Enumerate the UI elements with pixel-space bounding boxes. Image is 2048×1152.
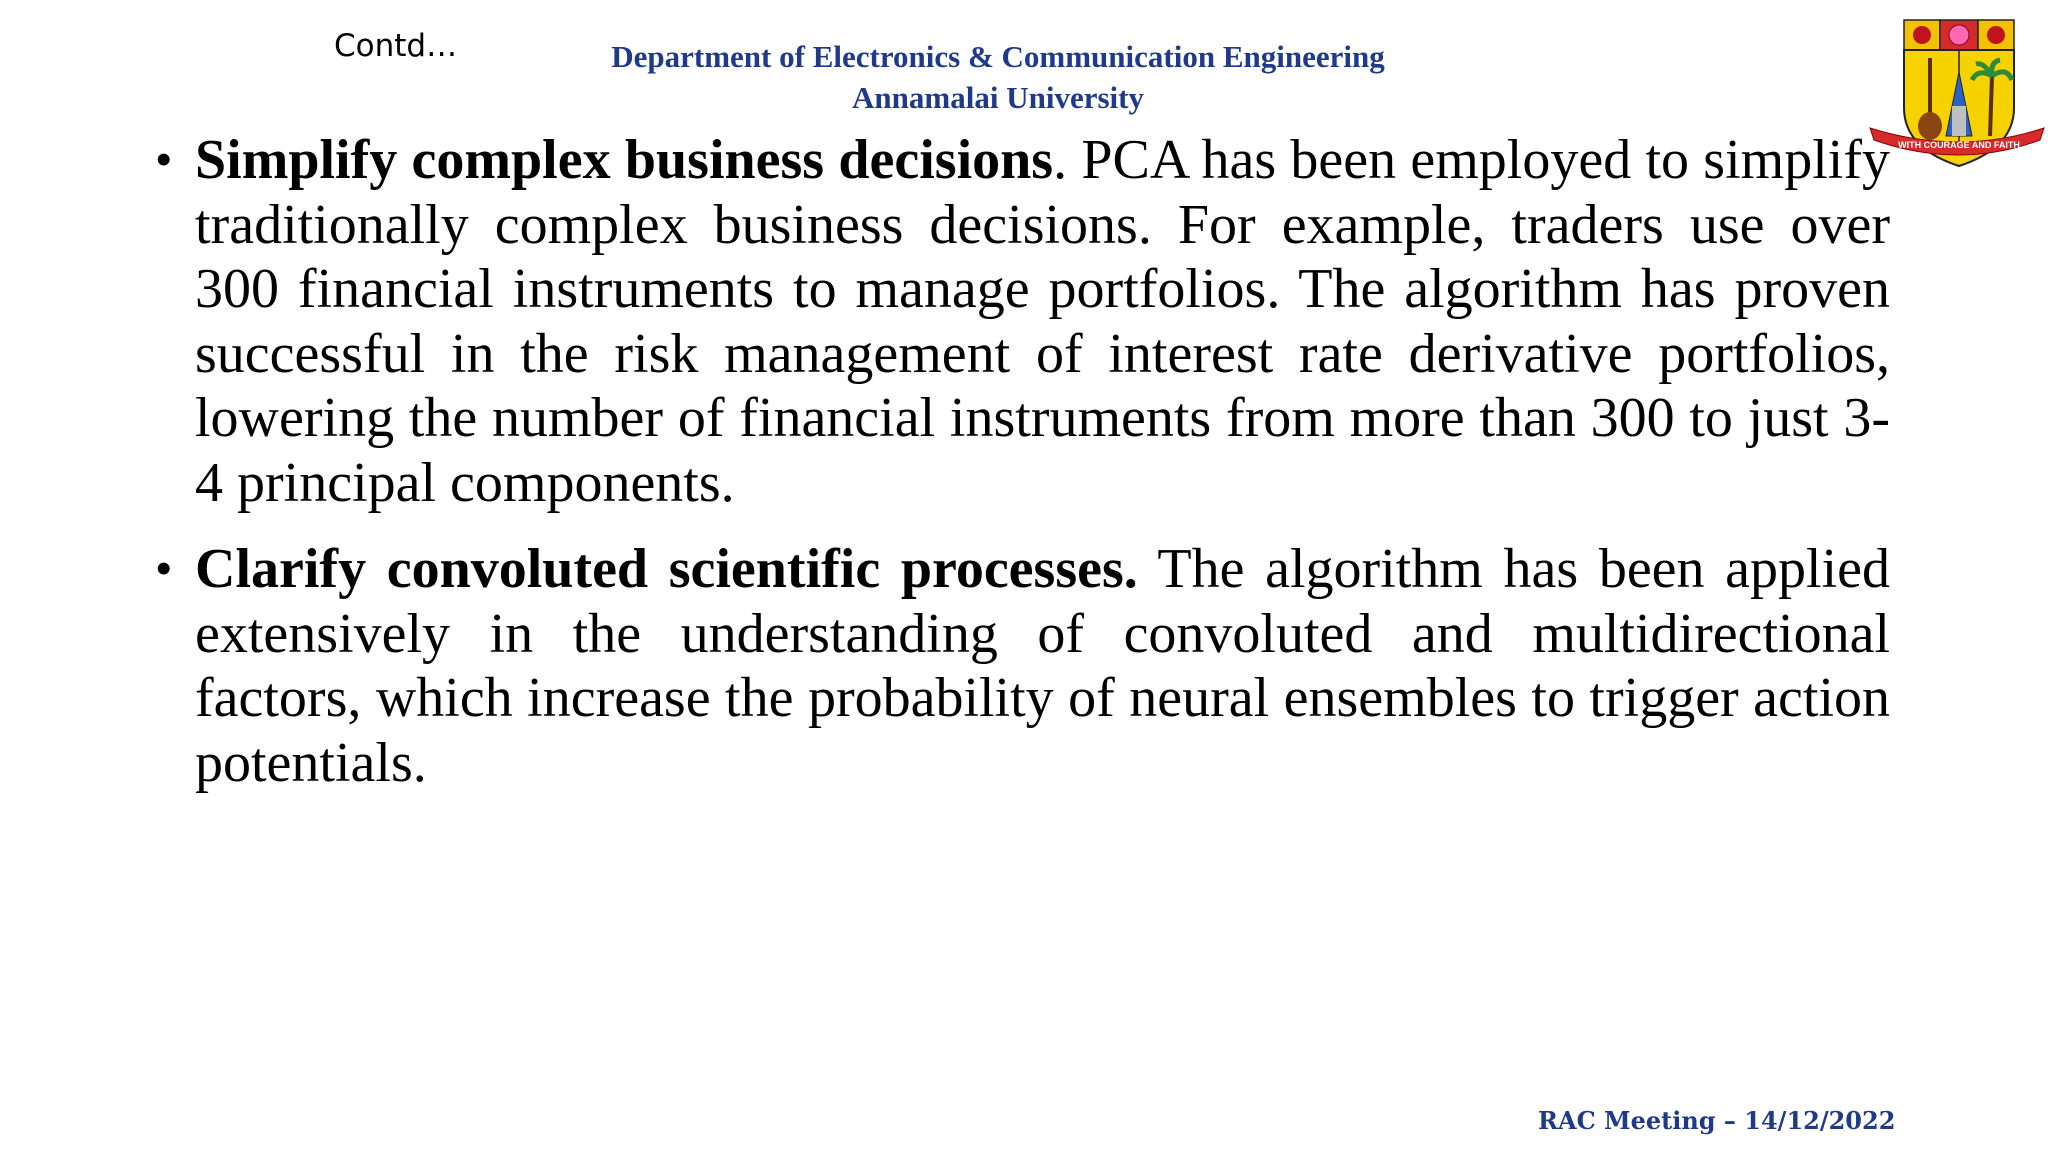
bullet-body: PCA has been employed to simplify traditionally complex business decisions. For example, traders use over 300 financial instruments to manage portfolios. The algorithm has proven successful in the risk management of interest rate derivative portfolios, lowering the number of financial instruments from more than 300 to just 3-4 principal components. bbox=[195, 129, 1890, 514]
bullet-list bbox=[150, 128, 1890, 817]
bullet-text bbox=[195, 128, 1890, 515]
university-emblem-icon bbox=[1868, 16, 2046, 176]
bullet-body: The algorithm has been applied extensively in the understanding of convoluted and multidirectional factors, which increase the probability of neural ensembles to trigger action potentials. bbox=[195, 538, 1890, 794]
bullet-heading-suffix: . bbox=[1053, 129, 1068, 191]
bullet-marker: • bbox=[156, 135, 172, 184]
bullet-marker: • bbox=[156, 544, 172, 593]
slide-header bbox=[520, 36, 1476, 118]
bullet-text bbox=[195, 537, 1890, 795]
department-title: Department of Electronics & Communication Engineering bbox=[611, 39, 1385, 74]
footer-meeting-date: RAC Meeting – 14/12/2022 bbox=[1538, 1106, 1896, 1135]
university-name: Annamalai University bbox=[852, 80, 1144, 115]
contd-label: Contd… bbox=[334, 28, 458, 64]
bullet-item bbox=[150, 128, 1890, 515]
bullet-heading: Simplify complex business decisions bbox=[195, 129, 1054, 191]
svg-text:WITH COURAGE AND FAITH: WITH COURAGE AND FAITH bbox=[1898, 140, 2020, 150]
bullet-item bbox=[150, 537, 1890, 795]
bullet-heading: Clarify convoluted scientific processes. bbox=[195, 538, 1138, 600]
